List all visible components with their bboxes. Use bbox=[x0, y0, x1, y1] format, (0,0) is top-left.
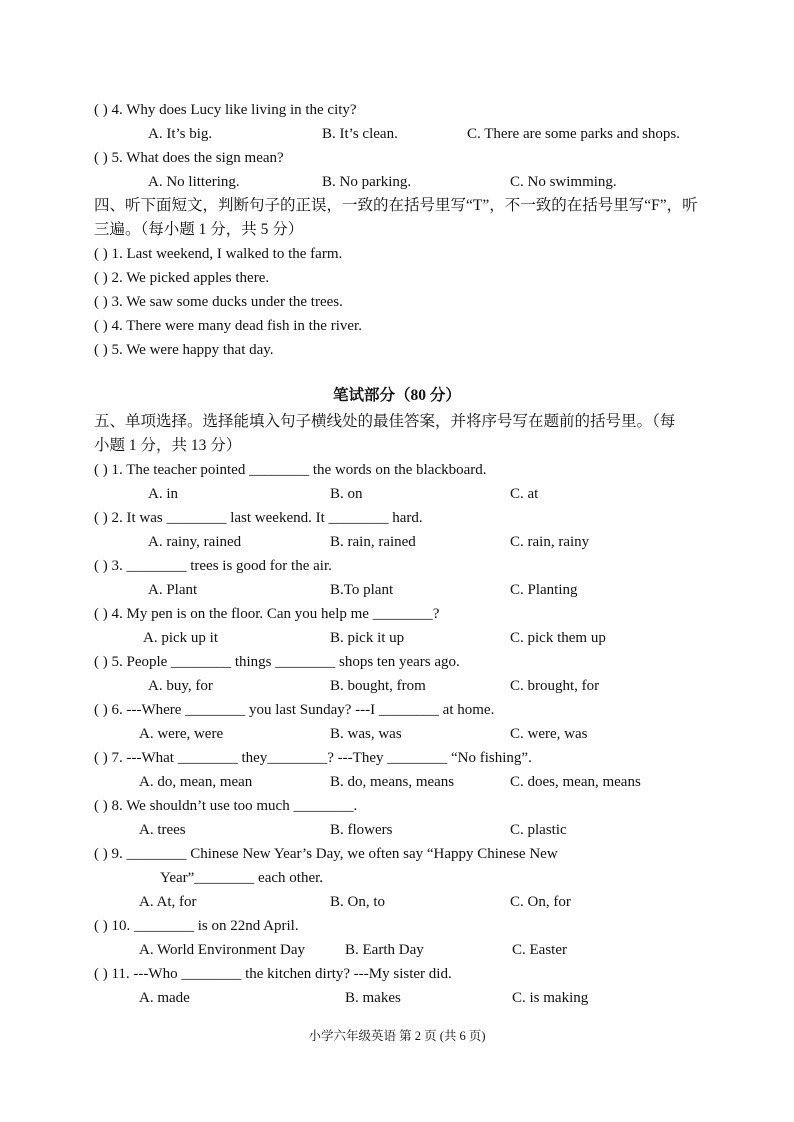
option-b: B. on bbox=[330, 486, 363, 502]
option-c: C. rain, rainy bbox=[510, 534, 590, 550]
option-c: C. There are some parks and shops. bbox=[467, 126, 681, 142]
option-a: A. do, mean, mean bbox=[139, 774, 253, 790]
option-c: C. at bbox=[510, 486, 539, 502]
option-b: B. do, means, means bbox=[330, 774, 455, 790]
page-footer: 小学六年级英语 第 2 页 (共 6 页) bbox=[308, 1029, 486, 1043]
option-a: A. buy, for bbox=[148, 678, 213, 694]
mc-question-9-cont: Year”________ each other. bbox=[160, 870, 324, 886]
option-b: B. No parking. bbox=[322, 174, 412, 190]
mc-question-10: ( ) 10. ________ is on 22nd April. bbox=[94, 918, 299, 934]
option-a: A. At, for bbox=[139, 894, 197, 910]
option-b: B. bought, from bbox=[330, 678, 426, 694]
section-4-instruction-cont: 三遍。（每小题 1 分，共 5 分） bbox=[94, 221, 304, 238]
option-c: C. brought, for bbox=[510, 678, 600, 694]
option-a: A. World Environment Day bbox=[139, 942, 305, 958]
option-a: A. rainy, rained bbox=[148, 534, 242, 550]
option-a: A. were, were bbox=[139, 726, 224, 742]
option-c: C. No swimming. bbox=[510, 174, 617, 190]
mc-question-2: ( ) 2. It was ________ last weekend. It ________ hard. bbox=[94, 510, 423, 526]
mc-question-9: ( ) 9. ________ Chinese New Year’s Day, we often say “Happy Chinese New bbox=[94, 846, 558, 862]
option-b: B. It’s clean. bbox=[322, 126, 398, 142]
option-a: A. It’s big. bbox=[148, 126, 213, 142]
mc-question-4: ( ) 4. My pen is on the floor. Can you help me ________? bbox=[94, 606, 440, 622]
option-a: A. No littering. bbox=[148, 174, 240, 190]
option-a: A. in bbox=[148, 486, 178, 502]
mc-question-3: ( ) 3. ________ trees is good for the air. bbox=[94, 558, 332, 574]
section-5-instruction: 五、单项选择。选择能填入句子横线处的最佳答案，并将序号写在题前的括号里。（每 bbox=[94, 413, 676, 430]
option-b: B. flowers bbox=[330, 822, 393, 838]
option-c: C. Planting bbox=[510, 582, 578, 598]
mc-question-6: ( ) 6. ---Where ________ you last Sunday? ---I ________ at home. bbox=[94, 702, 495, 718]
option-b: B. Earth Day bbox=[345, 942, 424, 958]
tf-item-2: ( ) 2. We picked apples there. bbox=[94, 270, 270, 286]
mc-question-8: ( ) 8. We shouldn’t use too much ________. bbox=[94, 798, 358, 814]
tf-item-4: ( ) 4. There were many dead fish in the river. bbox=[94, 318, 362, 334]
option-a: A. made bbox=[139, 990, 190, 1006]
section-4-instruction: 四、听下面短文，判断句子的正误，一致的在括号里写“T”，不一致的在括号里写“F”，听 bbox=[94, 197, 698, 214]
option-b: B. was, was bbox=[330, 726, 402, 742]
tf-item-1: ( ) 1. Last weekend, I walked to the farm. bbox=[94, 246, 343, 262]
option-c: C. On, for bbox=[510, 894, 571, 910]
option-c: C. plastic bbox=[510, 822, 567, 838]
question-4: ( ) 4. Why does Lucy like living in the city? bbox=[94, 102, 357, 118]
option-b: B. rain, rained bbox=[330, 534, 416, 550]
option-a: A. Plant bbox=[148, 582, 198, 598]
option-b: B. On, to bbox=[330, 894, 386, 910]
option-b: B.To plant bbox=[330, 582, 394, 598]
option-b: B. pick it up bbox=[330, 630, 405, 646]
option-c: C. is making bbox=[512, 990, 589, 1006]
mc-question-1: ( ) 1. The teacher pointed ________ the words on the blackboard. bbox=[94, 462, 487, 478]
option-c: C. were, was bbox=[510, 726, 588, 742]
option-a: A. trees bbox=[139, 822, 186, 838]
tf-item-5: ( ) 5. We were happy that day. bbox=[94, 342, 274, 358]
option-c: C. does, mean, means bbox=[510, 774, 641, 790]
option-a: A. pick up it bbox=[143, 630, 218, 646]
tf-item-3: ( ) 3. We saw some ducks under the trees. bbox=[94, 294, 343, 310]
section-5-instruction-cont: 小题 1 分，共 13 分） bbox=[94, 437, 242, 454]
written-part-title: 笔试部分（80 分） bbox=[333, 387, 461, 404]
mc-question-7: ( ) 7. ---What ________ they________? ---They ________ “No fishing”. bbox=[94, 750, 532, 766]
question-5: ( ) 5. What does the sign mean? bbox=[94, 150, 284, 166]
option-b: B. makes bbox=[345, 990, 401, 1006]
option-c: C. pick them up bbox=[510, 630, 606, 646]
mc-question-11: ( ) 11. ---Who ________ the kitchen dirty? ---My sister did. bbox=[94, 966, 452, 982]
option-c: C. Easter bbox=[512, 942, 567, 958]
mc-question-5: ( ) 5. People ________ things ________ shops ten years ago. bbox=[94, 654, 460, 670]
